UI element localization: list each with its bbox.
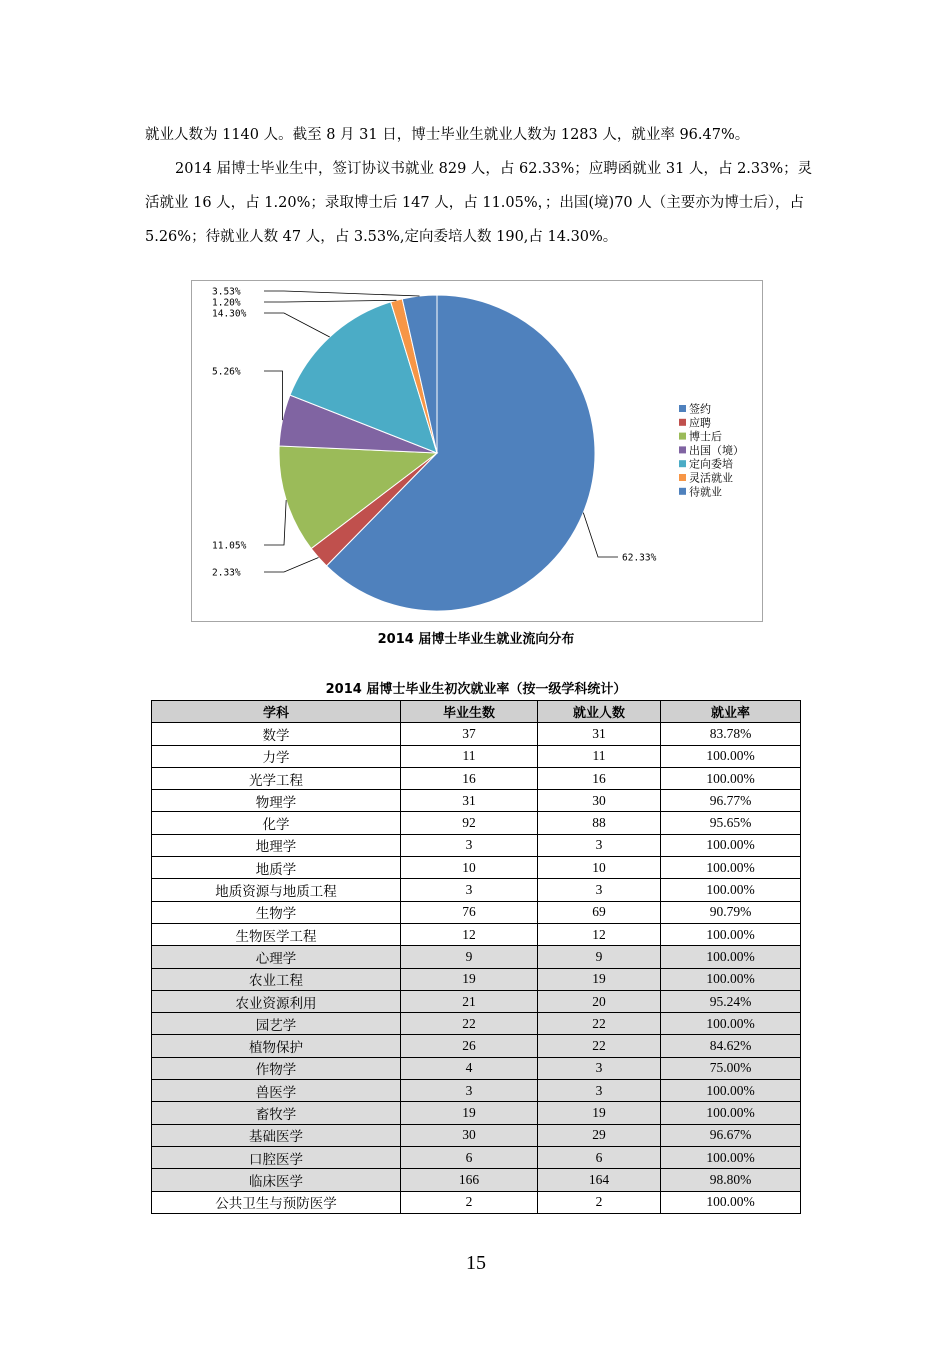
cell-graduates: 16 bbox=[401, 767, 538, 789]
table-row bbox=[152, 990, 801, 1012]
legend-label: 签约 bbox=[689, 402, 711, 416]
cell-discipline: 化学 bbox=[152, 812, 401, 834]
cell-rate: 84.62% bbox=[661, 1035, 801, 1057]
cell-rate: 100.00% bbox=[661, 834, 801, 856]
cell-discipline: 临床医学 bbox=[152, 1169, 401, 1191]
table-row bbox=[152, 1191, 801, 1213]
page-number: 15 bbox=[466, 1252, 486, 1274]
cell-discipline: 兽医学 bbox=[152, 1080, 401, 1102]
header-graduates: 毕业生数 bbox=[401, 701, 538, 723]
cell-rate: 100.00% bbox=[661, 968, 801, 990]
table-row bbox=[152, 901, 801, 923]
cell-discipline: 公共卫生与预防医学 bbox=[152, 1191, 401, 1213]
cell-employed: 69 bbox=[538, 901, 661, 923]
cell-discipline: 数学 bbox=[152, 723, 401, 745]
cell-discipline: 地质资源与地质工程 bbox=[152, 879, 401, 901]
cell-rate: 100.00% bbox=[661, 946, 801, 968]
table-header-row bbox=[152, 701, 801, 723]
cell-employed: 20 bbox=[538, 990, 661, 1012]
cell-discipline: 作物学 bbox=[152, 1057, 401, 1079]
cell-graduates: 31 bbox=[401, 790, 538, 812]
pie-leader-line bbox=[264, 558, 319, 572]
header-rate: 就业率 bbox=[661, 701, 801, 723]
cell-graduates: 22 bbox=[401, 1013, 538, 1035]
cell-employed: 3 bbox=[538, 879, 661, 901]
paragraph-2: 2014 届博士毕业生中，签订协议书就业 829 人，占 62.33%；应聘函就业 31 人，占 2.33%；灵活就业 16 人，占 1.20%；录取博士后 147 人，占 11.05%，；出国(境)70 人（主要亦为博士后），占 5.26%；待就业人数 47 人，占 3.53%,定向委培人数 190,占 14.30%。 bbox=[145, 161, 813, 245]
cell-graduates: 30 bbox=[401, 1124, 538, 1146]
cell-graduates: 12 bbox=[401, 923, 538, 945]
cell-discipline: 畜牧学 bbox=[152, 1102, 401, 1124]
cell-rate: 100.00% bbox=[661, 857, 801, 879]
table-row bbox=[152, 1124, 801, 1146]
cell-employed: 31 bbox=[538, 723, 661, 745]
table-row bbox=[152, 923, 801, 945]
cell-rate: 83.78% bbox=[661, 723, 801, 745]
cell-employed: 3 bbox=[538, 1057, 661, 1079]
table-row bbox=[152, 1057, 801, 1079]
pie-data-label: 62.33% bbox=[622, 552, 657, 564]
table-row bbox=[152, 834, 801, 856]
table-row bbox=[152, 790, 801, 812]
cell-discipline: 生物医学工程 bbox=[152, 923, 401, 945]
cell-employed: 3 bbox=[538, 1080, 661, 1102]
legend-swatch bbox=[679, 405, 686, 412]
legend-swatch bbox=[679, 446, 686, 453]
cell-discipline: 生物学 bbox=[152, 901, 401, 923]
cell-employed: 10 bbox=[538, 857, 661, 879]
pie-chart bbox=[191, 280, 763, 622]
cell-employed: 22 bbox=[538, 1035, 661, 1057]
cell-graduates: 92 bbox=[401, 812, 538, 834]
cell-graduates: 19 bbox=[401, 1102, 538, 1124]
legend-label: 博士后 bbox=[689, 430, 722, 444]
legend-label: 出国（境） bbox=[689, 443, 744, 457]
cell-discipline: 物理学 bbox=[152, 790, 401, 812]
cell-graduates: 3 bbox=[401, 1080, 538, 1102]
cell-employed: 12 bbox=[538, 923, 661, 945]
legend-swatch bbox=[679, 433, 686, 440]
pie-leader-line bbox=[583, 513, 618, 557]
legend-label: 待就业 bbox=[689, 485, 722, 499]
cell-rate: 100.00% bbox=[661, 745, 801, 767]
cell-graduates: 166 bbox=[401, 1169, 538, 1191]
cell-graduates: 2 bbox=[401, 1191, 538, 1213]
cell-rate: 100.00% bbox=[661, 1013, 801, 1035]
cell-rate: 100.00% bbox=[661, 1102, 801, 1124]
cell-rate: 100.00% bbox=[661, 1080, 801, 1102]
cell-discipline: 农业工程 bbox=[152, 968, 401, 990]
cell-rate: 96.77% bbox=[661, 790, 801, 812]
paragraph-1: 就业人数为 1140 人。截至 8 月 31 日，博士毕业生就业人数为 1283 人，就业率 96.47%。 bbox=[145, 127, 750, 143]
cell-discipline: 基础医学 bbox=[152, 1124, 401, 1146]
table-row bbox=[152, 1146, 801, 1168]
cell-discipline: 农业资源利用 bbox=[152, 990, 401, 1012]
table-row bbox=[152, 745, 801, 767]
cell-discipline: 植物保护 bbox=[152, 1035, 401, 1057]
cell-graduates: 4 bbox=[401, 1057, 538, 1079]
cell-rate: 100.00% bbox=[661, 879, 801, 901]
table-row bbox=[152, 1169, 801, 1191]
cell-graduates: 76 bbox=[401, 901, 538, 923]
employment-rate-table bbox=[151, 700, 801, 1214]
table-row bbox=[152, 857, 801, 879]
cell-employed: 2 bbox=[538, 1191, 661, 1213]
cell-graduates: 37 bbox=[401, 723, 538, 745]
cell-rate: 100.00% bbox=[661, 923, 801, 945]
pie-data-label: 2.33% bbox=[212, 567, 241, 579]
cell-employed: 3 bbox=[538, 834, 661, 856]
cell-rate: 90.79% bbox=[661, 901, 801, 923]
cell-employed: 16 bbox=[538, 767, 661, 789]
table-row bbox=[152, 1013, 801, 1035]
cell-rate: 100.00% bbox=[661, 767, 801, 789]
legend-label: 定向委培 bbox=[689, 457, 733, 471]
chart-caption: 2014 届博士毕业生就业流向分布 bbox=[377, 632, 575, 647]
cell-discipline: 心理学 bbox=[152, 946, 401, 968]
cell-rate: 95.65% bbox=[661, 812, 801, 834]
cell-employed: 88 bbox=[538, 812, 661, 834]
table-row bbox=[152, 1080, 801, 1102]
cell-graduates: 3 bbox=[401, 879, 538, 901]
legend-swatch bbox=[679, 419, 686, 426]
table-row bbox=[152, 968, 801, 990]
cell-rate: 75.00% bbox=[661, 1057, 801, 1079]
cell-discipline: 地理学 bbox=[152, 834, 401, 856]
legend-swatch bbox=[679, 460, 686, 467]
table-row bbox=[152, 1102, 801, 1124]
cell-discipline: 地质学 bbox=[152, 857, 401, 879]
table-row bbox=[152, 1035, 801, 1057]
cell-graduates: 3 bbox=[401, 834, 538, 856]
table-row bbox=[152, 879, 801, 901]
table-row bbox=[152, 812, 801, 834]
cell-employed: 164 bbox=[538, 1169, 661, 1191]
pie-data-label: 5.26% bbox=[212, 366, 241, 378]
cell-rate: 98.80% bbox=[661, 1169, 801, 1191]
cell-employed: 22 bbox=[538, 1013, 661, 1035]
cell-graduates: 19 bbox=[401, 968, 538, 990]
table-row bbox=[152, 946, 801, 968]
pie-chart-svg bbox=[192, 281, 762, 621]
pie-leader-line bbox=[264, 500, 286, 545]
pie-leader-line bbox=[264, 313, 330, 337]
cell-rate: 100.00% bbox=[661, 1191, 801, 1213]
cell-graduates: 26 bbox=[401, 1035, 538, 1057]
pie-leader-line bbox=[264, 300, 396, 302]
legend-label: 应聘 bbox=[689, 416, 711, 430]
cell-rate: 95.24% bbox=[661, 990, 801, 1012]
legend-swatch bbox=[679, 474, 686, 481]
table-row bbox=[152, 723, 801, 745]
pie-data-label: 11.05% bbox=[212, 540, 247, 552]
cell-employed: 19 bbox=[538, 968, 661, 990]
table-row bbox=[152, 767, 801, 789]
cell-discipline: 口腔医学 bbox=[152, 1146, 401, 1168]
cell-employed: 6 bbox=[538, 1146, 661, 1168]
cell-employed: 29 bbox=[538, 1124, 661, 1146]
legend-swatch bbox=[679, 488, 686, 495]
pie-leader-line bbox=[264, 371, 282, 420]
cell-employed: 30 bbox=[538, 790, 661, 812]
cell-rate: 100.00% bbox=[661, 1146, 801, 1168]
legend-label: 灵活就业 bbox=[689, 471, 733, 485]
header-employed: 就业人数 bbox=[538, 701, 661, 723]
pie-data-label: 3.53% bbox=[212, 286, 241, 298]
cell-rate: 96.67% bbox=[661, 1124, 801, 1146]
cell-employed: 9 bbox=[538, 946, 661, 968]
cell-discipline: 园艺学 bbox=[152, 1013, 401, 1035]
pie-data-label: 1.20% bbox=[212, 297, 241, 309]
cell-graduates: 21 bbox=[401, 990, 538, 1012]
cell-graduates: 6 bbox=[401, 1146, 538, 1168]
cell-discipline: 光学工程 bbox=[152, 767, 401, 789]
pie-leader-line bbox=[264, 291, 420, 296]
cell-graduates: 10 bbox=[401, 857, 538, 879]
pie-data-label: 14.30% bbox=[212, 308, 247, 320]
cell-discipline: 力学 bbox=[152, 745, 401, 767]
cell-employed: 11 bbox=[538, 745, 661, 767]
header-discipline: 学科 bbox=[152, 701, 401, 723]
cell-graduates: 9 bbox=[401, 946, 538, 968]
cell-employed: 19 bbox=[538, 1102, 661, 1124]
table-title: 2014 届博士毕业生初次就业率（按一级学科统计） bbox=[325, 682, 627, 697]
cell-graduates: 11 bbox=[401, 745, 538, 767]
